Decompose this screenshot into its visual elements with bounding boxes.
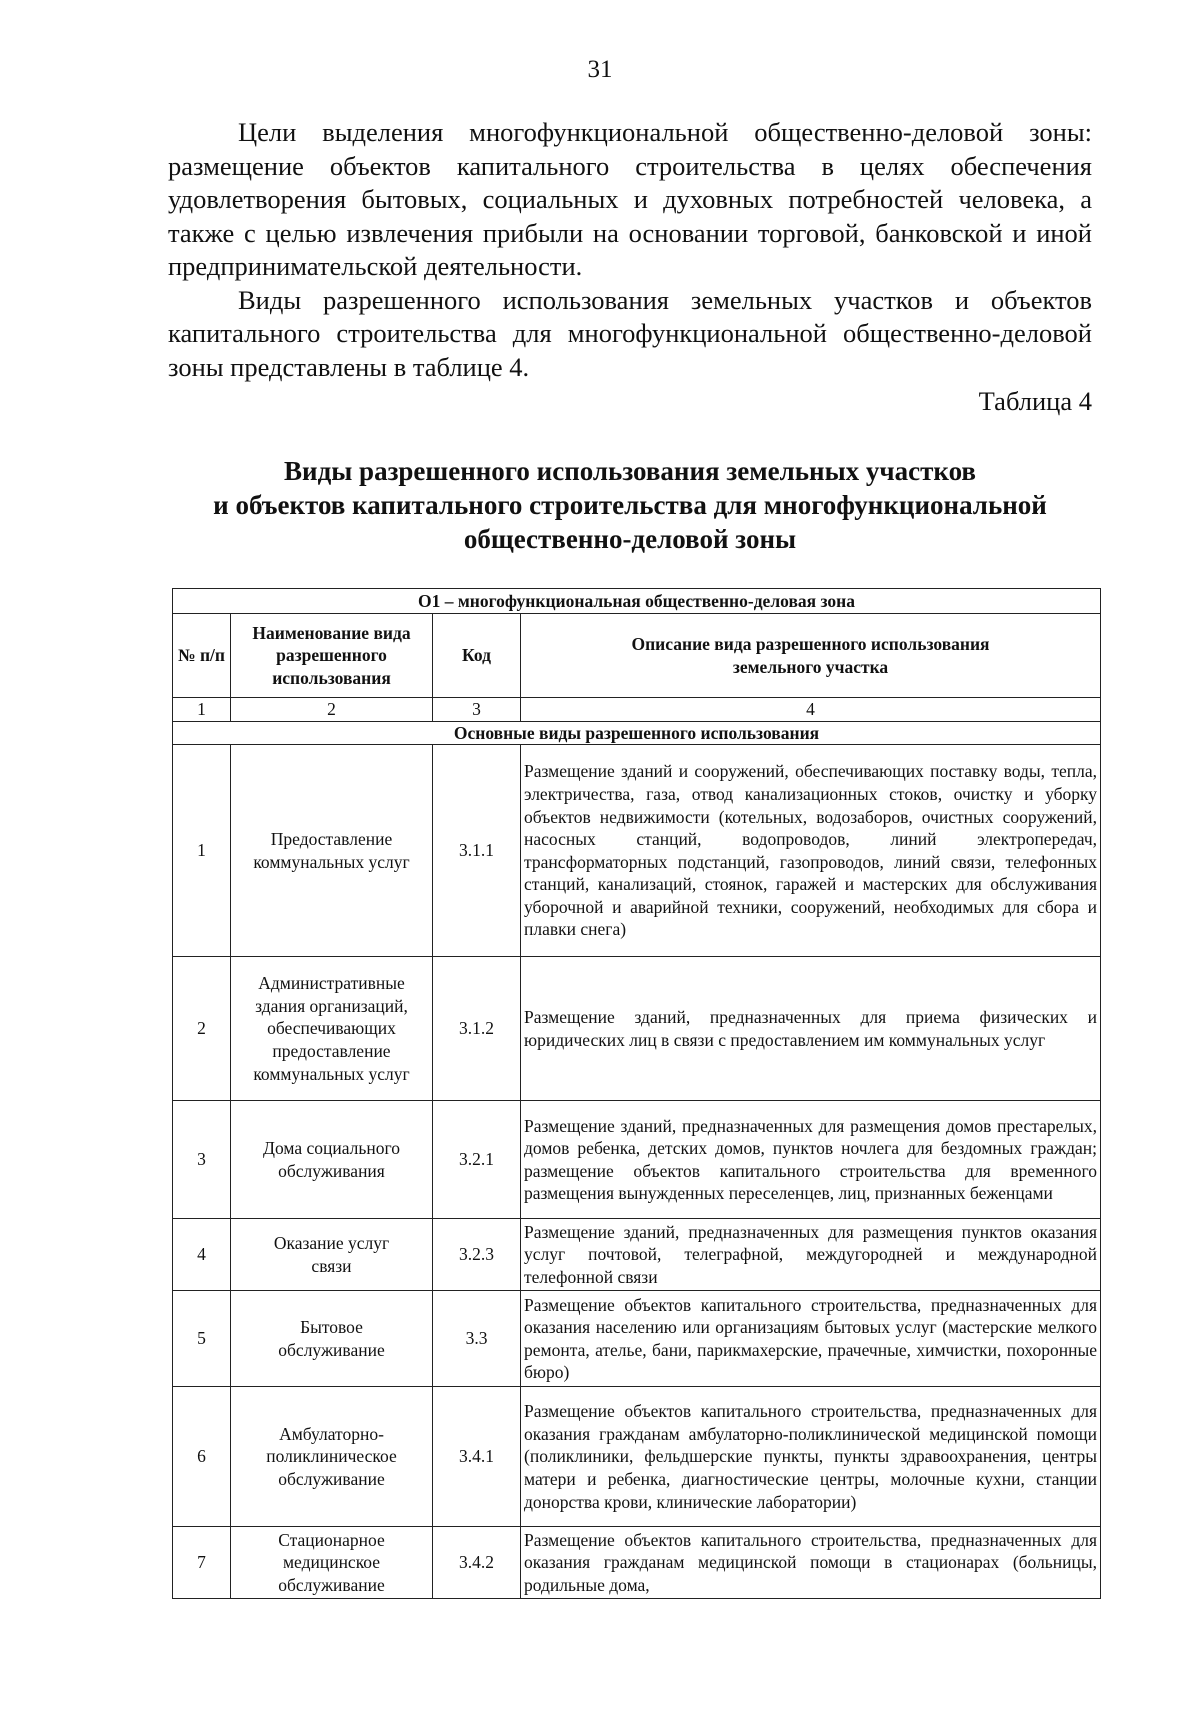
paragraph-table-reference: Виды разрешенного использования земельных участков и объектов капитального строительства для многофункциональной общественно-деловой зоны представлены в таблице 4. [168,284,1092,382]
row-desc: Размещение объектов капитального строительства, предназначенных для оказания населению или организациям бытовых услуг (мастерские мелкого ремонта, ателье, бани, парикмахерские, прачечные, химчистки, похоронные бюро) [521,1291,1101,1387]
row-num: 2 [173,957,231,1101]
row-name: Стационарное медицинское обслуживание [231,1527,433,1599]
column-number: 2 [231,698,433,722]
row-desc: Размещение зданий, предназначенных для приема физических и юридических лиц в связи с предоставлением им коммунальных услуг [521,957,1101,1101]
row-desc: Размещение зданий и сооружений, обеспечивающих поставку воды, тепла, электричества, газа, отвод канализационных стоков, очистку и уборку объектов недвижимости (котельных, водозаборов, очистных сооружений, насосных станций, водопроводов, линий электропередач, трансформаторных подстанций, газопроводов, линий связи, телефонных станций, канализаций, стоянок, гаражей и мастерских для обслуживания уборочной и аварийной техники, сооружений, необходимых для сбора и плавки снега) [521,745,1101,957]
row-desc: Размещение объектов капитального строительства, предназначенных для оказания гражданам амбулаторно-поликлинической медицинской помощи (поликлиники, фельдшерские пункты, пункты здравоохранения, центры матери и ребенка, диагностические центры, молочные кухни, станции донорства крови, клинические лаборатории) [521,1387,1101,1527]
column-number: 4 [521,698,1101,722]
column-numbers-row [173,698,1101,722]
row-code: 3.3 [433,1291,521,1387]
column-number: 3 [433,698,521,722]
intro-text [168,116,1092,384]
table-title-line: Виды разрешенного использования земельных участков [284,456,976,486]
row-code: 3.1.1 [433,745,521,957]
section-row [173,721,1101,745]
row-code: 3.2.3 [433,1219,521,1291]
table-title-line: общественно-деловой зоны [463,524,797,554]
row-num: 5 [173,1291,231,1387]
table-row [173,957,1101,1101]
section-title: Основные виды разрешенного использования [173,721,1101,745]
table-label: Таблица 4 [978,386,1092,416]
table-row [173,1387,1101,1527]
row-name: Амбулаторно-поликлиническое обслуживание [231,1387,433,1527]
row-num: 6 [173,1387,231,1527]
header-desc: Описание вида разрешенного использования земельного участка [521,614,1101,698]
zone-header-row [173,589,1101,614]
row-num: 4 [173,1219,231,1291]
row-num: 7 [173,1527,231,1599]
header-num: № п/п [173,614,231,698]
row-name: Бытовое обслуживание [231,1291,433,1387]
row-num: 3 [173,1101,231,1219]
row-name: Административные здания организаций, обеспечивающих предоставление коммунальных услуг [231,957,433,1101]
row-name: Оказание услуг связи [231,1219,433,1291]
row-desc: Размещение зданий, предназначенных для размещения пунктов оказания услуг почтовой, телеграфной, междугородней и международной телефонной связи [521,1219,1101,1291]
row-name: Предоставление коммунальных услуг [231,745,433,957]
column-header-row [173,614,1101,698]
table-title-line: и объектов капитального строительства для многофункциональной [213,490,1047,520]
header-name: Наименование вида разрешенного использования [231,614,433,698]
table-row [173,1291,1101,1387]
column-number: 1 [173,698,231,722]
row-num: 1 [173,745,231,957]
table-row [173,1219,1101,1291]
page-number: 31 [587,56,613,83]
row-code: 3.4.1 [433,1387,521,1527]
zone-header: О1 – многофункциональная общественно-деловая зона [173,589,1101,614]
row-code: 3.4.2 [433,1527,521,1599]
paragraph-goals: Цели выделения многофункциональной общественно-деловой зоны: размещение объектов капитального строительства в целях обеспечения удовлетворения бытовых, социальных и духовных потребностей человека, а также с целью извлечения прибыли на основании торговой, банковской и иной предпринимательской деятельности. [168,117,1092,281]
land-use-table [172,588,1101,1599]
table-row [173,1527,1101,1599]
row-code: 3.2.1 [433,1101,521,1219]
row-desc: Размещение зданий, предназначенных для размещения домов престарелых, домов ребенка, детских домов, пунктов ночлега для бездомных граждан; размещение объектов капитального строительства для временного размещения вынужденных переселенцев, лиц, признанных беженцами [521,1101,1101,1219]
table-title [168,454,1092,556]
header-code: Код [433,614,521,698]
row-code: 3.1.2 [433,957,521,1101]
row-desc: Размещение объектов капитального строительства, предназначенных для оказания гражданам медицинской помощи в стационарах (больницы, родильные дома, [521,1527,1101,1599]
row-name: Дома социального обслуживания [231,1101,433,1219]
table-row [173,745,1101,957]
table-row [173,1101,1101,1219]
